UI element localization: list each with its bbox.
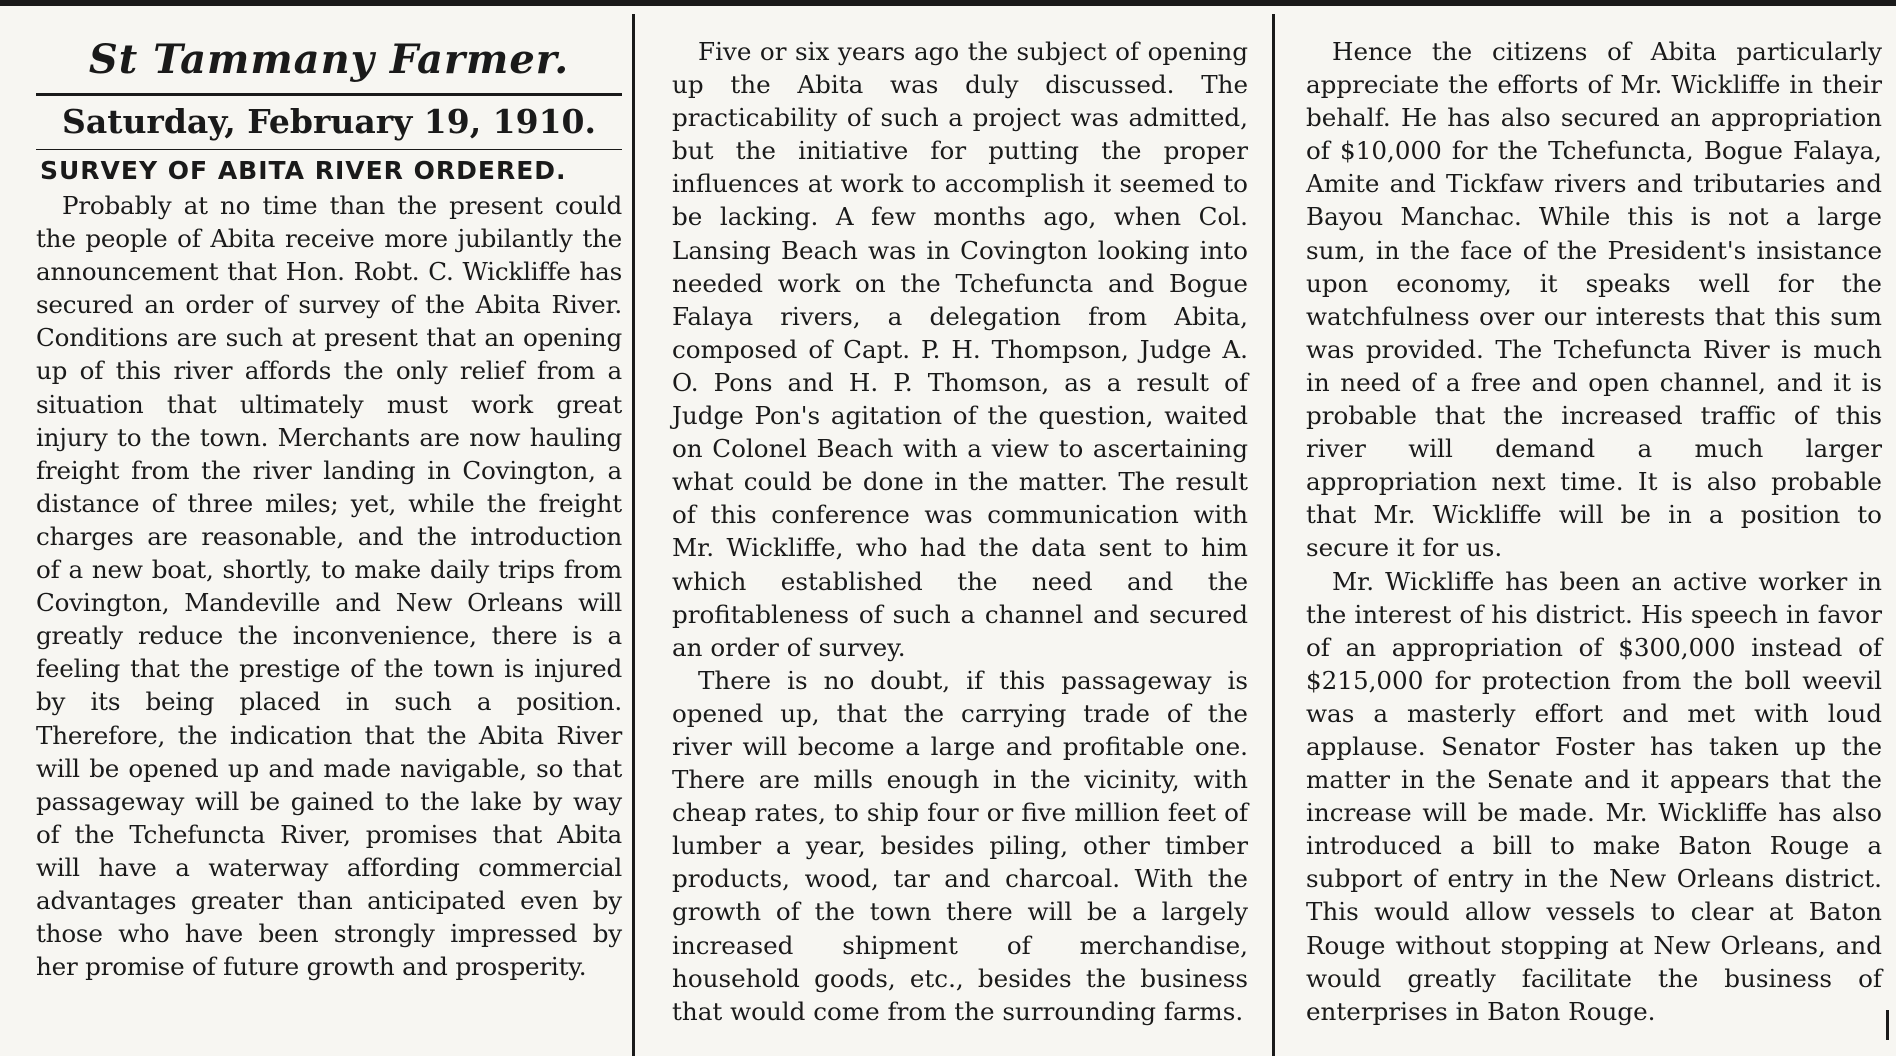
column-1 — [36, 14, 622, 983]
column-3 — [1306, 14, 1882, 1028]
paragraph-1: Probably at no time than the present could the people of Abita receive more jubilantly the announcement that Hon. Robt. C. Wickliffe has secured an order of survey of the Abita River. Conditions are such at present that an opening up of this river affords the only relief from a situation that ultimately must work great injury to the town. Merchants are now hauling freight from the river landing in Covington, a distance of three miles; yet, while the freight charges are reasonable, and the introduction of a new boat, shortly, to make daily trips from Covington, Mandeville and New Orleans will greatly reduce the inconvenience, there is a feeling that the prestige of the town is injured by its being placed in such a position. Therefore, the indication that the Abita River will be opened up and made navigable, so that passageway will be gained to the lake by way of the Tchefuncta River, promises that Abita will have a waterway affording commercial advantages greater than anticipated even by those who have been strongly impressed by her promise of future growth and prosperity. — [36, 191, 622, 982]
paragraph-5: Mr. Wickliffe has been an active worker in the interest of his district. His speech in favor of an appropriation of $300,000 instead of $215,000 for protection from the boll weevil was a masterly effort and met with loud applause. Senator Foster has taken up the matter in the Senate and it appears that the increase will be made. Mr. Wickliffe has also introduced a bill to make Baton Rouge a subport of entry in the New Orleans district. This would allow vessels to clear at Baton Rouge without stopping at New Orleans, and would greatly facilitate the business of enterprises in Baton Rouge. — [1306, 566, 1882, 1026]
column-2 — [672, 14, 1248, 1028]
paragraph-4: Hence the citizens of Abita particularly appreciate the efforts of Mr. Wickliffe in their behalf. He has also secured an appropriation of $10,000 for the Tchefuncta, Bogue Falaya, Amite and Tickfaw rivers and tributaries and Bayou Manchac. While this is not a large sum, in the face of the President's insistance upon economy, it speaks well for the watchfulness over our interests that this sum was provided. The Tchefuncta River is much in need of a free and open channel, and it is probable that the increased traffic of this river will demand a much larger appropriation next time. It is also probable that Mr. Wickliffe will be in a position to secure it for us. — [1306, 37, 1882, 563]
masthead: St Tammany Farmer. — [88, 36, 570, 83]
column-divider-1 — [632, 14, 635, 1056]
paragraph-2: Five or six years ago the subject of opening up the Abita was duly discussed. The practicability of such a project was admitted, but the initiative for putting the proper influences at work to accomplish it seemed to be lacking. A few months ago, when Col. Lansing Beach was in Covington looking into needed work on the Tchefuncta and Bogue Falaya rivers, a delegation from Abita, composed of Capt. P. H. Thompson, Judge A. O. Pons and H. P. Thomson, as a result of Judge Pon's agitation of the question, waited on Colonel Beach with a view to ascertaining what could be done in the matter. The result of this conference was communication with Mr. Wickliffe, who had the data sent to him which established the need and the profitableness of such a channel and secured an order of survey. — [672, 37, 1248, 662]
masthead-rule — [36, 93, 622, 96]
top-rule — [0, 0, 1896, 6]
dateline-rule — [36, 149, 622, 150]
end-mark — [1886, 1010, 1889, 1040]
column-divider-2 — [1272, 14, 1275, 1056]
dateline: Saturday, February 19, 1910. — [61, 102, 597, 141]
paragraph-3: There is no doubt, if this passageway is opened up, that the carrying trade of the river will become a large and profitable one. There are mills enough in the vicinity, with cheap rates, to ship four or five million feet of lumber a year, besides piling, other timber products, wood, tar and charcoal. With the growth of the town there will be a largely increased shipment of merchandise, household goods, etc., besides the business that would come from the surrounding farms. — [672, 665, 1248, 1026]
article-headline: SURVEY OF ABITA RIVER ORDERED. — [40, 156, 567, 185]
